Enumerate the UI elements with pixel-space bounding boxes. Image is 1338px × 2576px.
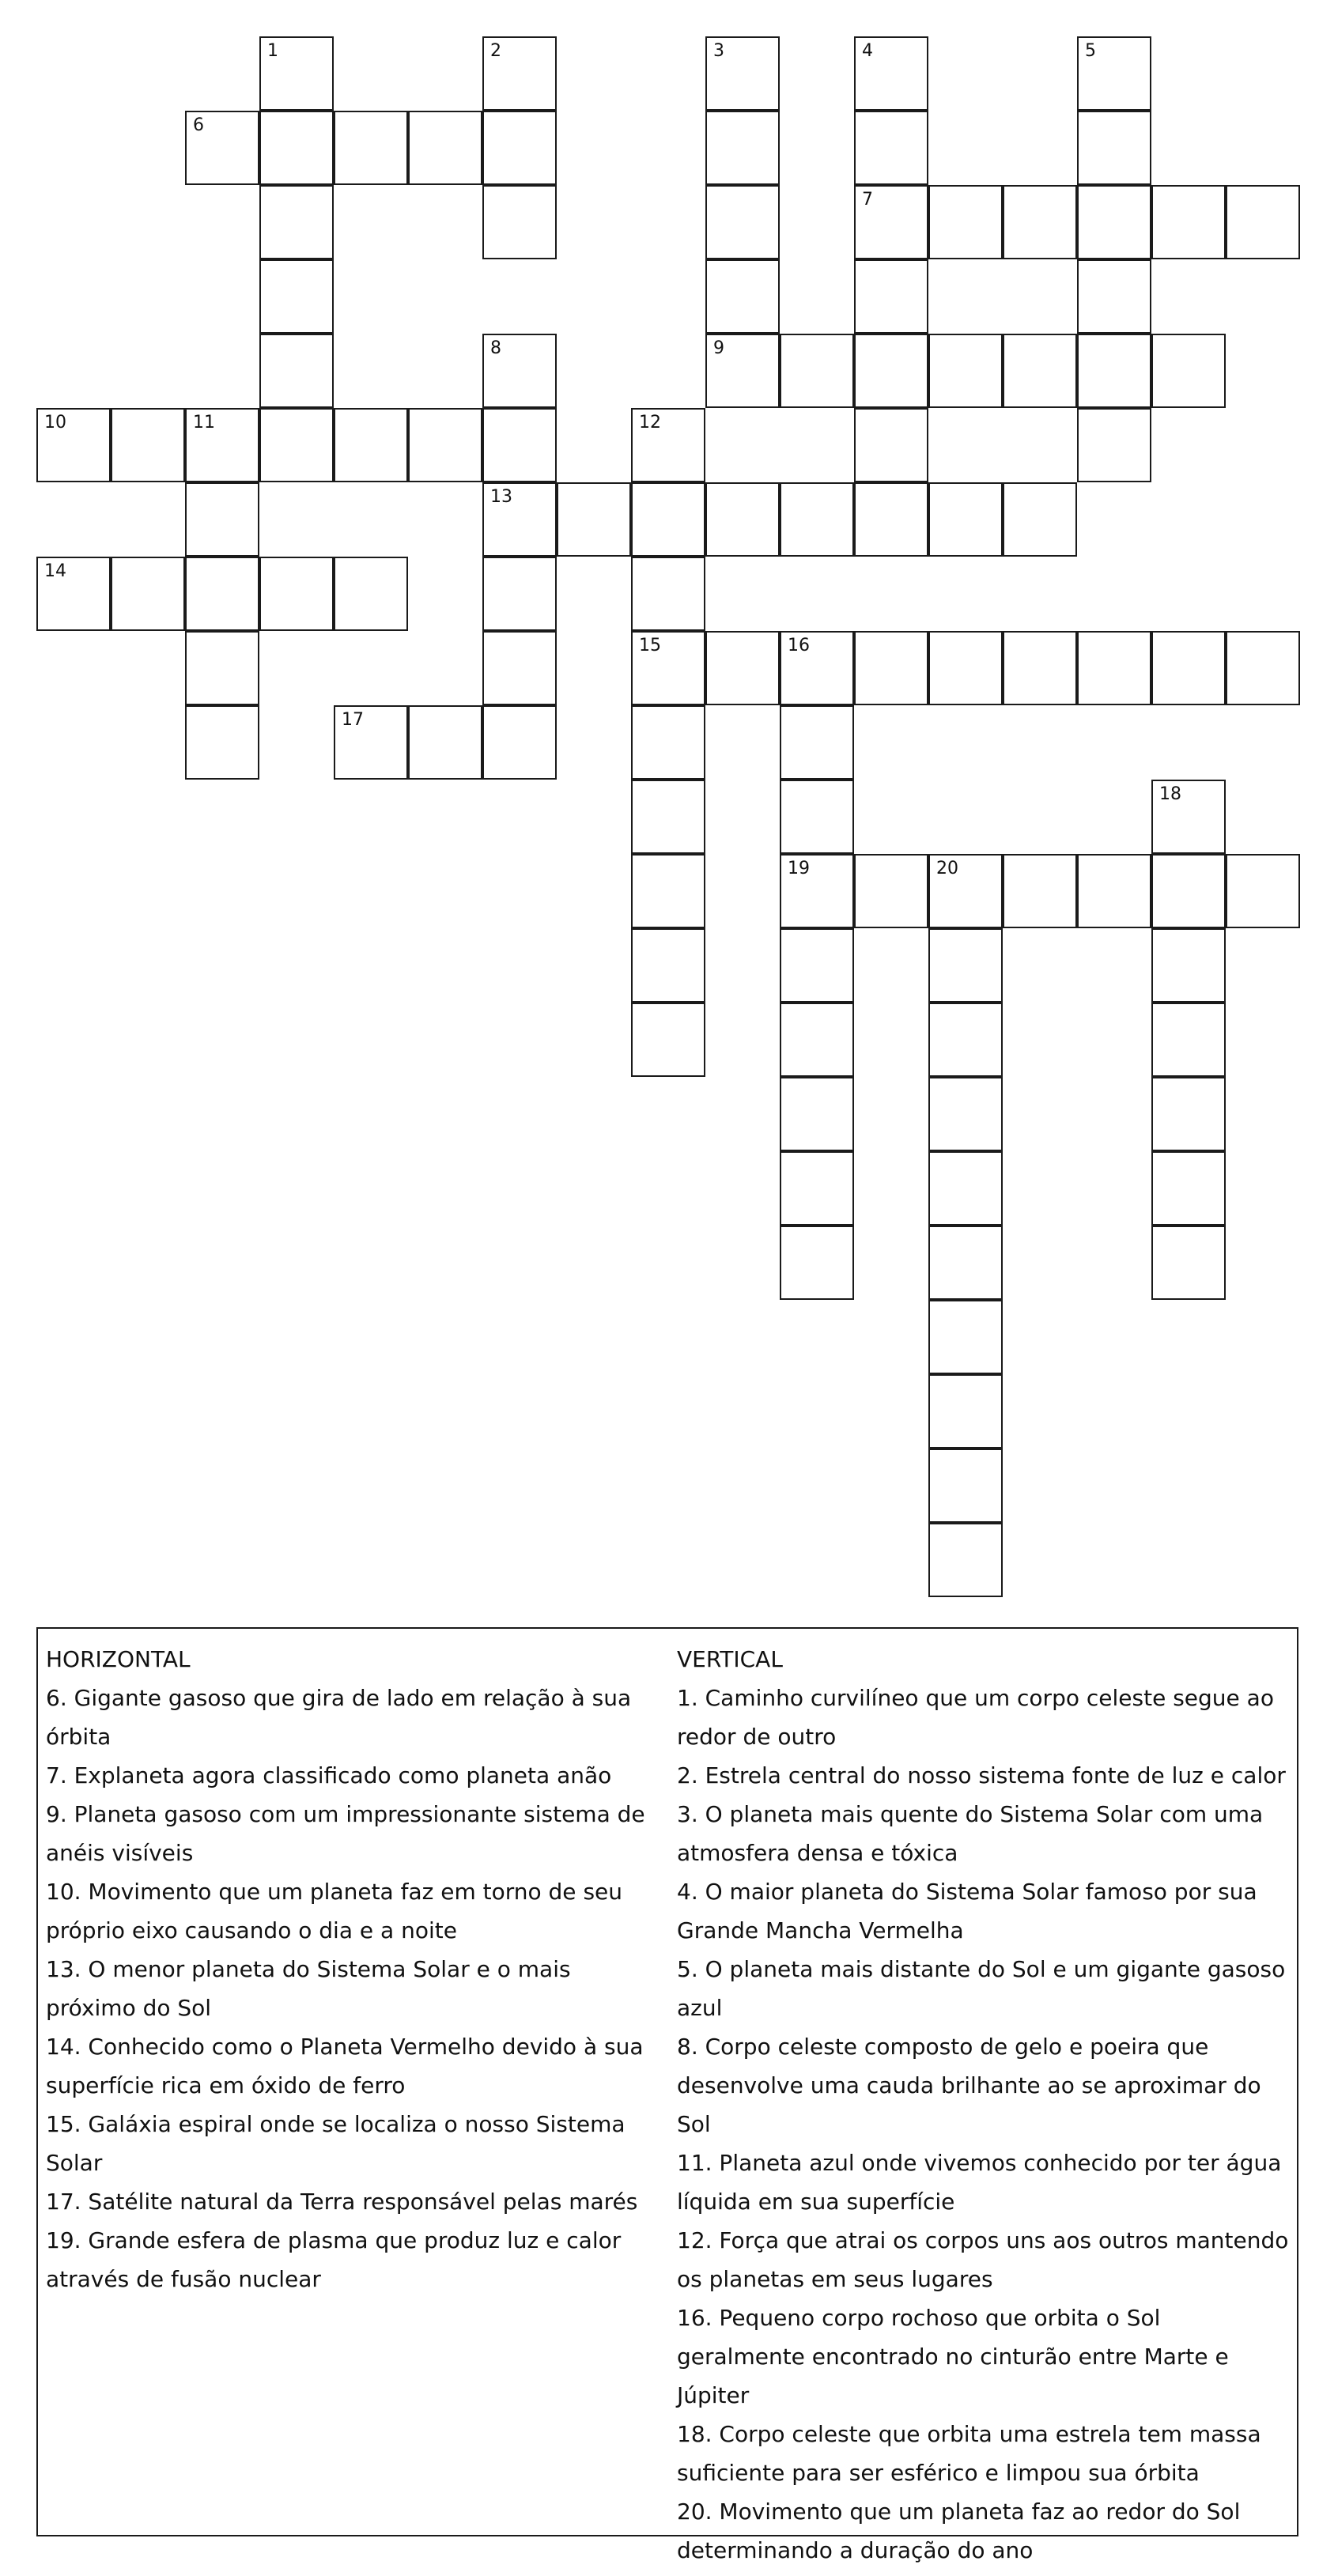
across-clue: 15. Galáxia espiral onde se localiza o nosso Sistema Solar — [46, 2111, 626, 2176]
across-clue: 6. Gigante gasoso que gira de lado em relação à sua órbita — [46, 1685, 632, 1750]
crossword-cell[interactable] — [482, 557, 557, 631]
crossword-cell[interactable] — [631, 631, 705, 705]
crossword-cell[interactable] — [482, 408, 557, 482]
crossword-cell[interactable] — [1077, 185, 1151, 259]
crossword-cell[interactable] — [1077, 334, 1151, 408]
crossword-cell[interactable] — [705, 185, 780, 259]
crossword-cell[interactable] — [631, 1003, 705, 1077]
crossword-cell[interactable] — [928, 482, 1003, 557]
crossword-cell[interactable] — [928, 1374, 1003, 1449]
crossword-cell[interactable] — [854, 482, 928, 557]
down-clue: 8. Corpo celeste composto de gelo e poeira que desenvolve uma cauda brilhante ao se aproximar do Sol — [677, 2034, 1261, 2137]
across-clue: 13. O menor planeta do Sistema Solar e o mais próximo do Sol — [46, 1956, 571, 2021]
crossword-cell[interactable] — [928, 1151, 1003, 1226]
crossword-cell[interactable] — [928, 631, 1003, 705]
crossword-cell[interactable] — [780, 928, 854, 1003]
crossword-cell[interactable] — [185, 631, 259, 705]
crossword-cell[interactable] — [334, 111, 408, 185]
crossword-cell[interactable] — [928, 928, 1003, 1003]
clue-number: 1 — [267, 41, 278, 61]
crossword-cell[interactable] — [1226, 185, 1300, 259]
crossword-cell[interactable] — [1151, 185, 1226, 259]
crossword-cell[interactable] — [631, 705, 705, 780]
across-clue: 17. Satélite natural da Terra responsável pelas marés — [46, 2189, 638, 2215]
across-clue: 14. Conhecido como o Planeta Vermelho devido à sua superfície rica em óxido de ferro — [46, 2034, 644, 2098]
crossword-cell[interactable] — [928, 1226, 1003, 1300]
clue-number: 10 — [44, 413, 66, 432]
clue-number: 18 — [1159, 784, 1181, 804]
crossword-cell[interactable] — [780, 854, 854, 928]
crossword-cell[interactable] — [928, 1449, 1003, 1523]
crossword-cell[interactable] — [482, 705, 557, 780]
crossword-cell[interactable] — [1003, 334, 1077, 408]
down-clue: 3. O planeta mais quente do Sistema Solar com uma atmosfera densa e tóxica — [677, 1801, 1264, 1866]
crossword-cell[interactable] — [854, 36, 928, 111]
clue-number: 5 — [1085, 41, 1096, 61]
down-clue: 4. O maior planeta do Sistema Solar famoso por sua Grande Mancha Vermelha — [677, 1879, 1257, 1943]
crossword-cell[interactable] — [408, 408, 482, 482]
clue-number: 20 — [936, 859, 958, 878]
crossword-cell[interactable] — [1226, 854, 1300, 928]
crossword-cell[interactable] — [631, 780, 705, 854]
crossword-cell[interactable] — [1077, 408, 1151, 482]
crossword-cell[interactable] — [1003, 185, 1077, 259]
clue-number: 16 — [788, 636, 810, 655]
clue-number: 8 — [490, 338, 501, 358]
crossword-cell[interactable] — [780, 1077, 854, 1151]
crossword-cell[interactable] — [780, 1226, 854, 1300]
crossword-cell[interactable] — [1151, 780, 1226, 854]
down-clue: 2. Estrela central do nosso sistema fonte de luz e calor — [677, 1762, 1286, 1788]
clue-number: 15 — [639, 636, 661, 655]
crossword-cell[interactable] — [854, 408, 928, 482]
crossword-cell[interactable] — [1003, 854, 1077, 928]
clue-number: 6 — [193, 115, 204, 135]
down-clues-column — [677, 1640, 1294, 2570]
crossword-cell[interactable] — [1226, 631, 1300, 705]
crossword-cell[interactable] — [185, 408, 259, 482]
crossword-cell[interactable] — [557, 482, 631, 557]
crossword-cell[interactable] — [259, 185, 334, 259]
across-clue: 10. Movimento que um planeta faz em torno de seu próprio eixo causando o dia e a noite — [46, 1879, 622, 1943]
crossword-cell[interactable] — [631, 928, 705, 1003]
crossword-cell[interactable] — [185, 111, 259, 185]
down-clue: 1. Caminho curvilíneo que um corpo celeste segue ao redor de outro — [677, 1685, 1274, 1750]
crossword-cell[interactable] — [259, 111, 334, 185]
crossword-cell[interactable] — [408, 111, 482, 185]
crossword-cell[interactable] — [705, 482, 780, 557]
crossword-cell[interactable] — [854, 259, 928, 334]
crossword-cell[interactable] — [36, 557, 111, 631]
crossword-cell[interactable] — [928, 1077, 1003, 1151]
crossword-cell[interactable] — [1003, 482, 1077, 557]
clue-number: 2 — [490, 41, 501, 61]
crossword-cell[interactable] — [1003, 631, 1077, 705]
clue-number: 7 — [862, 190, 873, 210]
crossword-cell[interactable] — [631, 854, 705, 928]
crossword-cell[interactable] — [928, 1003, 1003, 1077]
clue-number: 17 — [342, 710, 364, 730]
across-clue: 19. Grande esfera de plasma que produz luz e calor através de fusão nuclear — [46, 2227, 622, 2292]
crossword-cell[interactable] — [705, 111, 780, 185]
crossword-cell[interactable] — [259, 259, 334, 334]
crossword-cell[interactable] — [780, 780, 854, 854]
clue-number: 12 — [639, 413, 661, 432]
crossword-cell[interactable] — [854, 185, 928, 259]
crossword-cell[interactable] — [334, 557, 408, 631]
crossword-cell[interactable] — [1151, 1003, 1226, 1077]
crossword-cell[interactable] — [334, 408, 408, 482]
down-clue: 18. Corpo celeste que orbita uma estrela tem massa suficiente para ser esférico e limpou sua órbita — [677, 2421, 1261, 2486]
down-clue: 20. Movimento que um planeta faz ao redor do Sol determinando a duração do ano — [677, 2499, 1241, 2563]
crossword-cell[interactable] — [1151, 631, 1226, 705]
down-clue: 16. Pequeno corpo rochoso que orbita o Sol geralmente encontrado no cinturão entre Marte e Júpiter — [677, 2305, 1229, 2408]
crossword-cell[interactable] — [928, 185, 1003, 259]
crossword-cell[interactable] — [185, 705, 259, 780]
crossword-cell[interactable] — [1077, 259, 1151, 334]
crossword-cell[interactable] — [631, 557, 705, 631]
crossword-cell[interactable] — [482, 334, 557, 408]
crossword-cell[interactable] — [259, 408, 334, 482]
crossword-cell[interactable] — [928, 1300, 1003, 1374]
crossword-cell[interactable] — [111, 408, 185, 482]
crossword-cell[interactable] — [705, 334, 780, 408]
crossword-cell[interactable] — [185, 482, 259, 557]
crossword-cell[interactable] — [1077, 111, 1151, 185]
crossword-cell[interactable] — [780, 482, 854, 557]
crossword-cell[interactable] — [1077, 36, 1151, 111]
crossword-cell[interactable] — [928, 334, 1003, 408]
crossword-cell[interactable] — [1151, 928, 1226, 1003]
across-heading: HORIZONTAL — [46, 1646, 191, 1672]
clue-number: 11 — [193, 413, 215, 432]
clues-box — [36, 1627, 1298, 2563]
across-clues-column — [46, 1640, 663, 2298]
crossword-cell[interactable] — [36, 408, 111, 482]
crossword-cell[interactable] — [780, 1151, 854, 1226]
crossword-cell[interactable] — [780, 334, 854, 408]
clue-number: 9 — [713, 338, 724, 358]
crossword-cell[interactable] — [482, 631, 557, 705]
down-clue: 5. O planeta mais distante do Sol e um gigante gasoso azul — [677, 1956, 1286, 2021]
crossword-cell[interactable] — [482, 185, 557, 259]
crossword-cell[interactable] — [780, 631, 854, 705]
crossword-cell[interactable] — [780, 1003, 854, 1077]
crossword-cell[interactable] — [482, 111, 557, 185]
crossword-cell[interactable] — [1077, 631, 1151, 705]
crossword-cell[interactable] — [185, 557, 259, 631]
crossword-cell[interactable] — [928, 854, 1003, 928]
crossword-cell[interactable] — [259, 557, 334, 631]
clue-number: 19 — [788, 859, 810, 878]
crossword-cell[interactable] — [259, 36, 334, 111]
crossword-cell[interactable] — [111, 557, 185, 631]
crossword-cell[interactable] — [334, 705, 408, 780]
crossword-cell[interactable] — [780, 705, 854, 780]
crossword-cell[interactable] — [854, 631, 928, 705]
crossword-cell[interactable] — [705, 259, 780, 334]
crossword-cell[interactable] — [1151, 334, 1226, 408]
crossword-cell[interactable] — [705, 631, 780, 705]
crossword-cell[interactable] — [482, 36, 557, 111]
crossword-cell[interactable] — [1151, 1151, 1226, 1226]
crossword-cell[interactable] — [854, 854, 928, 928]
crossword-cell[interactable] — [1151, 854, 1226, 928]
clue-number: 13 — [490, 487, 512, 507]
crossword-cell[interactable] — [631, 482, 705, 557]
across-clue: 7. Explaneta agora classificado como planeta anão — [46, 1762, 612, 1788]
crossword-cell[interactable] — [631, 408, 705, 482]
clue-number: 14 — [44, 561, 66, 581]
crossword-cell[interactable] — [1151, 1077, 1226, 1151]
down-clue: 12. Força que atrai os corpos uns aos outros mantendo os planetas em seus lugares — [677, 2227, 1289, 2292]
crossword-cell[interactable] — [408, 705, 482, 780]
crossword-cell[interactable] — [928, 1523, 1003, 1597]
across-clue: 9. Planeta gasoso com um impressionante sistema de anéis visíveis — [46, 1801, 645, 1866]
crossword-cell[interactable] — [705, 36, 780, 111]
crossword-cell[interactable] — [482, 482, 557, 557]
crossword-cell[interactable] — [1077, 854, 1151, 928]
clue-number: 4 — [862, 41, 873, 61]
crossword-cell[interactable] — [854, 334, 928, 408]
down-heading: VERTICAL — [677, 1646, 783, 1672]
down-clue: 11. Planeta azul onde vivemos conhecido por ter água líquida em sua superfície — [677, 2150, 1282, 2215]
clue-number: 3 — [713, 41, 724, 61]
crossword-cell[interactable] — [854, 111, 928, 185]
crossword-cell[interactable] — [259, 334, 334, 408]
crossword-cell[interactable] — [1151, 1226, 1226, 1300]
